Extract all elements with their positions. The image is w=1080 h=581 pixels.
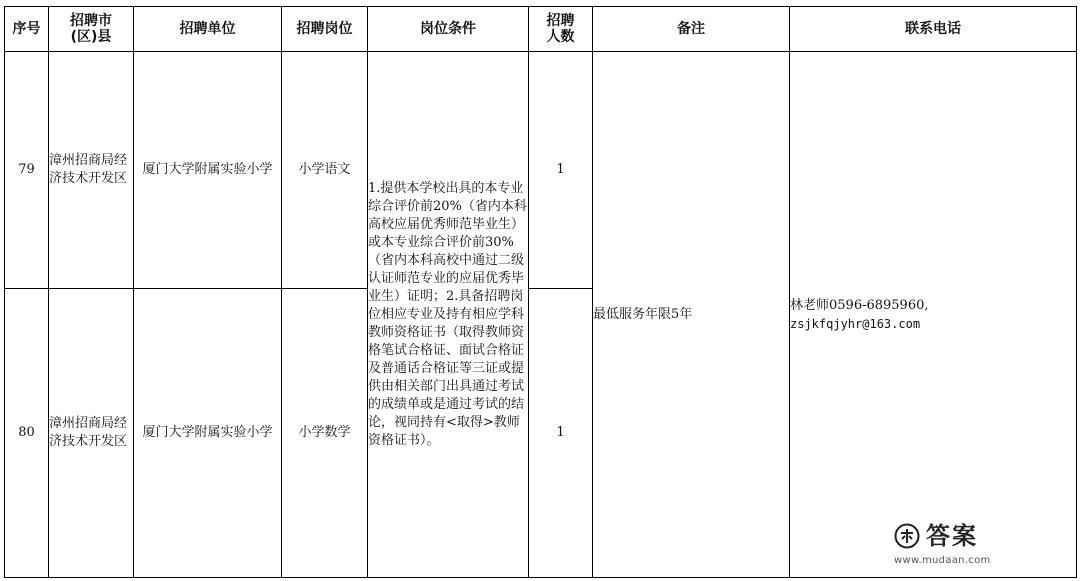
header-unit: 招聘单位 (134, 7, 282, 52)
row-contact (790, 52, 1077, 578)
header-row (5, 7, 1077, 52)
row-count: 1 (529, 289, 593, 578)
row-count: 1 (529, 52, 593, 289)
answer-logo-icon (894, 523, 920, 549)
row-unit: 厦门大学附属实验小学 (134, 289, 282, 578)
row-conditions: 1.提供本学校出具的本专业综合评价前20%（省内本科高校应届优秀师范毕业生）或本专业综合评价前30%（省内本科高校中通过二级认证师范专业的应届优秀毕业生）证明；2.具备招聘岗位相应专业及持有相应学科教师资格证书（取得教师资格笔试合格证、面试合格证及普通话合格证等三证或提供由相关部门出具通过考试的成绩单或是通过考试的结论，视同持有<取得>教师资格证书）。 (368, 52, 529, 578)
row-unit: 厦门大学附属实验小学 (134, 52, 282, 289)
header-seq: 序号 (5, 7, 49, 52)
row-seq: 80 (5, 289, 49, 578)
contact-email: zsjkfqjyhr@163.com (790, 316, 921, 331)
row-seq: 79 (5, 52, 49, 289)
header-remark: 备注 (593, 7, 790, 52)
row-area: 漳州招商局经济技术开发区 (49, 289, 134, 578)
recruitment-table (4, 6, 1077, 578)
contact-name-phone: 林老师0596-6895960, (790, 297, 929, 313)
row-area: 漳州招商局经济技术开发区 (49, 52, 134, 289)
header-conditions: 岗位条件 (368, 7, 529, 52)
watermark-url: www.mudaan.com (894, 555, 991, 566)
header-phone: 联系电话 (790, 7, 1077, 52)
header-count-line1: 招聘 (546, 12, 575, 29)
header-area (49, 7, 134, 52)
header-area-line2: (区)县 (70, 28, 112, 45)
watermark (894, 521, 1014, 565)
header-area-line1: 招聘市 (70, 12, 112, 29)
row-post: 小学数学 (282, 289, 368, 578)
table-row (5, 52, 1077, 289)
header-count-line2: 人数 (546, 28, 575, 45)
header-count (529, 7, 593, 52)
header-post: 招聘岗位 (282, 7, 368, 52)
row-post: 小学语文 (282, 52, 368, 289)
watermark-title: 答案 (926, 522, 978, 550)
row-remark: 最低服务年限5年 (593, 52, 790, 578)
